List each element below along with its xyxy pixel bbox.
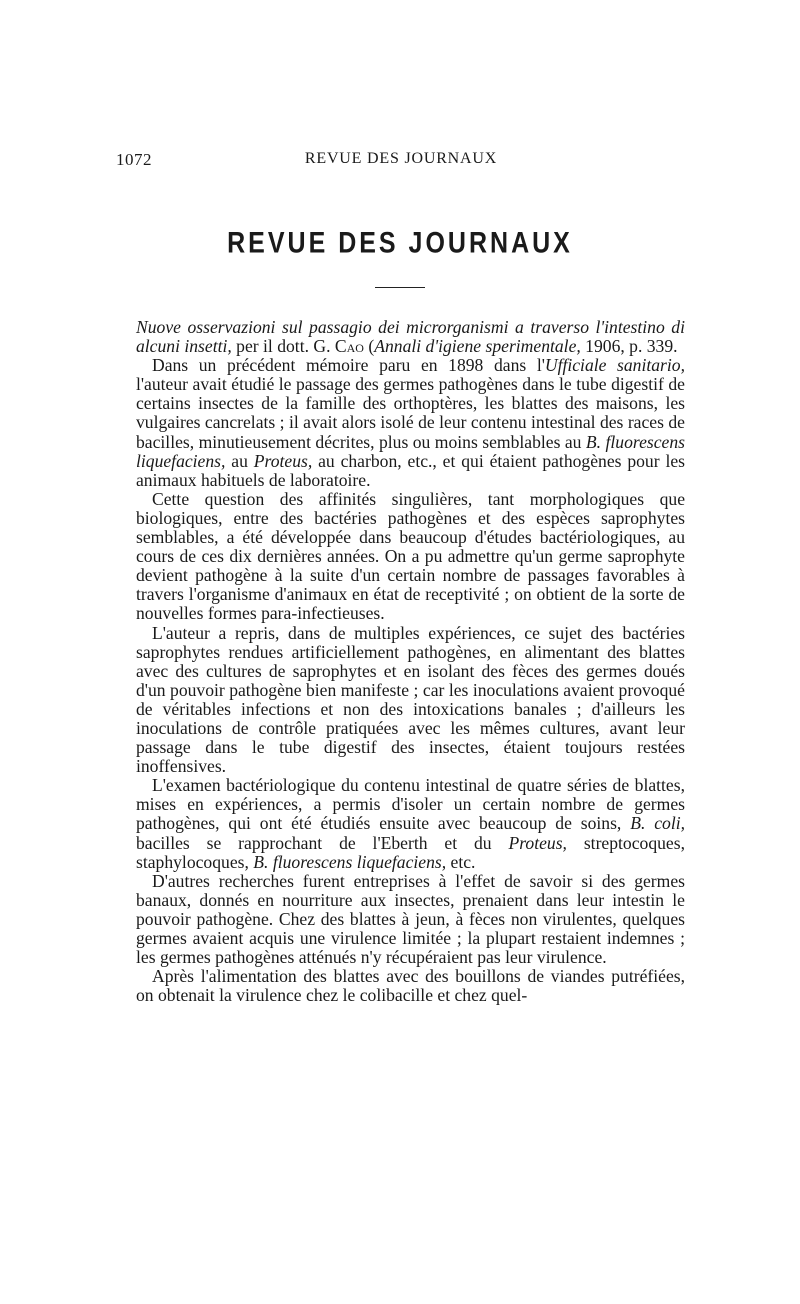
section-title: REVUE DES JOURNAUX <box>227 226 573 260</box>
citation-journal: Annali d'igiene sperimentale, <box>374 336 581 357</box>
paragraph-1-species-1: B. fluorescens liquefaciens, <box>136 431 685 471</box>
running-title: REVUE DES JOURNAUX <box>304 150 498 167</box>
paragraph-4-text-c: streptocoques, staphylocoques, <box>136 832 685 872</box>
paragraph-4-species-2: Proteus, <box>508 832 567 853</box>
paragraph-4-species-1: B. coli, <box>630 813 685 834</box>
paragraph-4-species-3: B. fluorescens liquefaciens, <box>253 851 447 872</box>
citation-author: Cao <box>334 336 364 357</box>
running-head <box>116 150 686 174</box>
paragraph-1-journal: Ufficiale sanitario, <box>544 355 685 376</box>
paragraph-4-text-b: bacilles se rapprochant de l'Eberth et du <box>136 832 509 853</box>
paragraph-1-species-2: Proteus, <box>253 450 313 471</box>
article-body <box>136 318 685 1005</box>
paragraph-4-text-d: etc. <box>446 851 476 872</box>
paragraph-2: Cette question des affinités singulières, tant morphologiques que biologiques, entre des bactéries pathogènes et des espèces saprophytes semblables, a été développée dans beaucoup d'études bactériologiques, au cours de ces dix dernières années. On a pu admettre qu'un germe saprophyte devient pathogène à la suite d'un certain nombre de passages favorables à travers l'organisme d'animaux en état de receptivité ; on obtient de la sorte de nouvelles formes para-infectieuses. <box>136 488 685 624</box>
paragraph-4-text-a: L'examen bactériologique du contenu intestinal de quatre séries de blattes, mises en expériences, a permis d'isoler un certain nombre de germes pathogènes, qui ont été étudiés ensuite avec beaucoup de soins, <box>136 775 685 834</box>
paragraph-1-text-a: Dans un précédent mémoire paru en 1898 dans l' <box>152 355 545 376</box>
article-citation <box>136 318 685 356</box>
paragraph-1-text-c: au <box>225 450 254 471</box>
paragraph-1 <box>136 356 685 490</box>
paragraph-6: Après l'alimentation des blattes avec des bouillons de viandes putréfiées, on obtenait la virulence chez le colibacille et chez quel- <box>136 966 685 1006</box>
citation-year-page: 1906, p. 339. <box>580 336 678 357</box>
paragraph-4 <box>136 776 685 871</box>
paragraph-1-text-b: l'auteur avait étudié le passage des germes pathogènes dans le tube digestif de certains insectes de la famille des orthoptères, les blattes des maisons, les vulgaires cancrelats ; il avait alors isolé de leur contenu intestinal des races de bacilles, minutieusement décrites, plus ou moins semblables au <box>136 374 685 452</box>
citation-title: Nuove osservazioni sul passagio dei microrganismi a traverso l'intestino di alcuni insetti, <box>136 317 685 357</box>
paragraph-5: D'autres recherches furent entreprises à l'effet de savoir si des germes banaux, donnés en nourriture aux insectes, prenaient dans leur intestin le pouvoir pathogène. Chez des blattes à jeun, à fèces non virulentes, quelques germes avaient acquis une virulence limitée ; la plupart restaient indemnes ; les germes pathogènes atténués n'y récupéraient pas leur virulence. <box>136 870 685 968</box>
paragraph-3: L'auteur a repris, dans de multiples expériences, ce sujet des bactéries saprophytes rendues artificiellement pathogènes, en alimentant des blattes avec des cultures de saprophytes et en isolant des fèces des germes doués d'un pouvoir pathogène bien manifeste ; car les inoculations avaient provoqué de véritables infections et non des intoxications banales ; d'ailleurs les inoculations de contrôle pratiquées avec les mêmes cultures, avant leur passage dans le tube digestif des insectes, étaient toujours restées inoffensives. <box>136 622 685 777</box>
citation-author-prefix: per il dott. G. <box>231 336 335 357</box>
title-divider <box>375 287 425 288</box>
page-number: 1072 <box>116 150 152 169</box>
citation-open-paren: ( <box>363 336 375 357</box>
paragraph-1-text-d: au charbon, etc., et qui étaient pathogènes pour les animaux habituels de laboratoire. <box>136 450 685 490</box>
